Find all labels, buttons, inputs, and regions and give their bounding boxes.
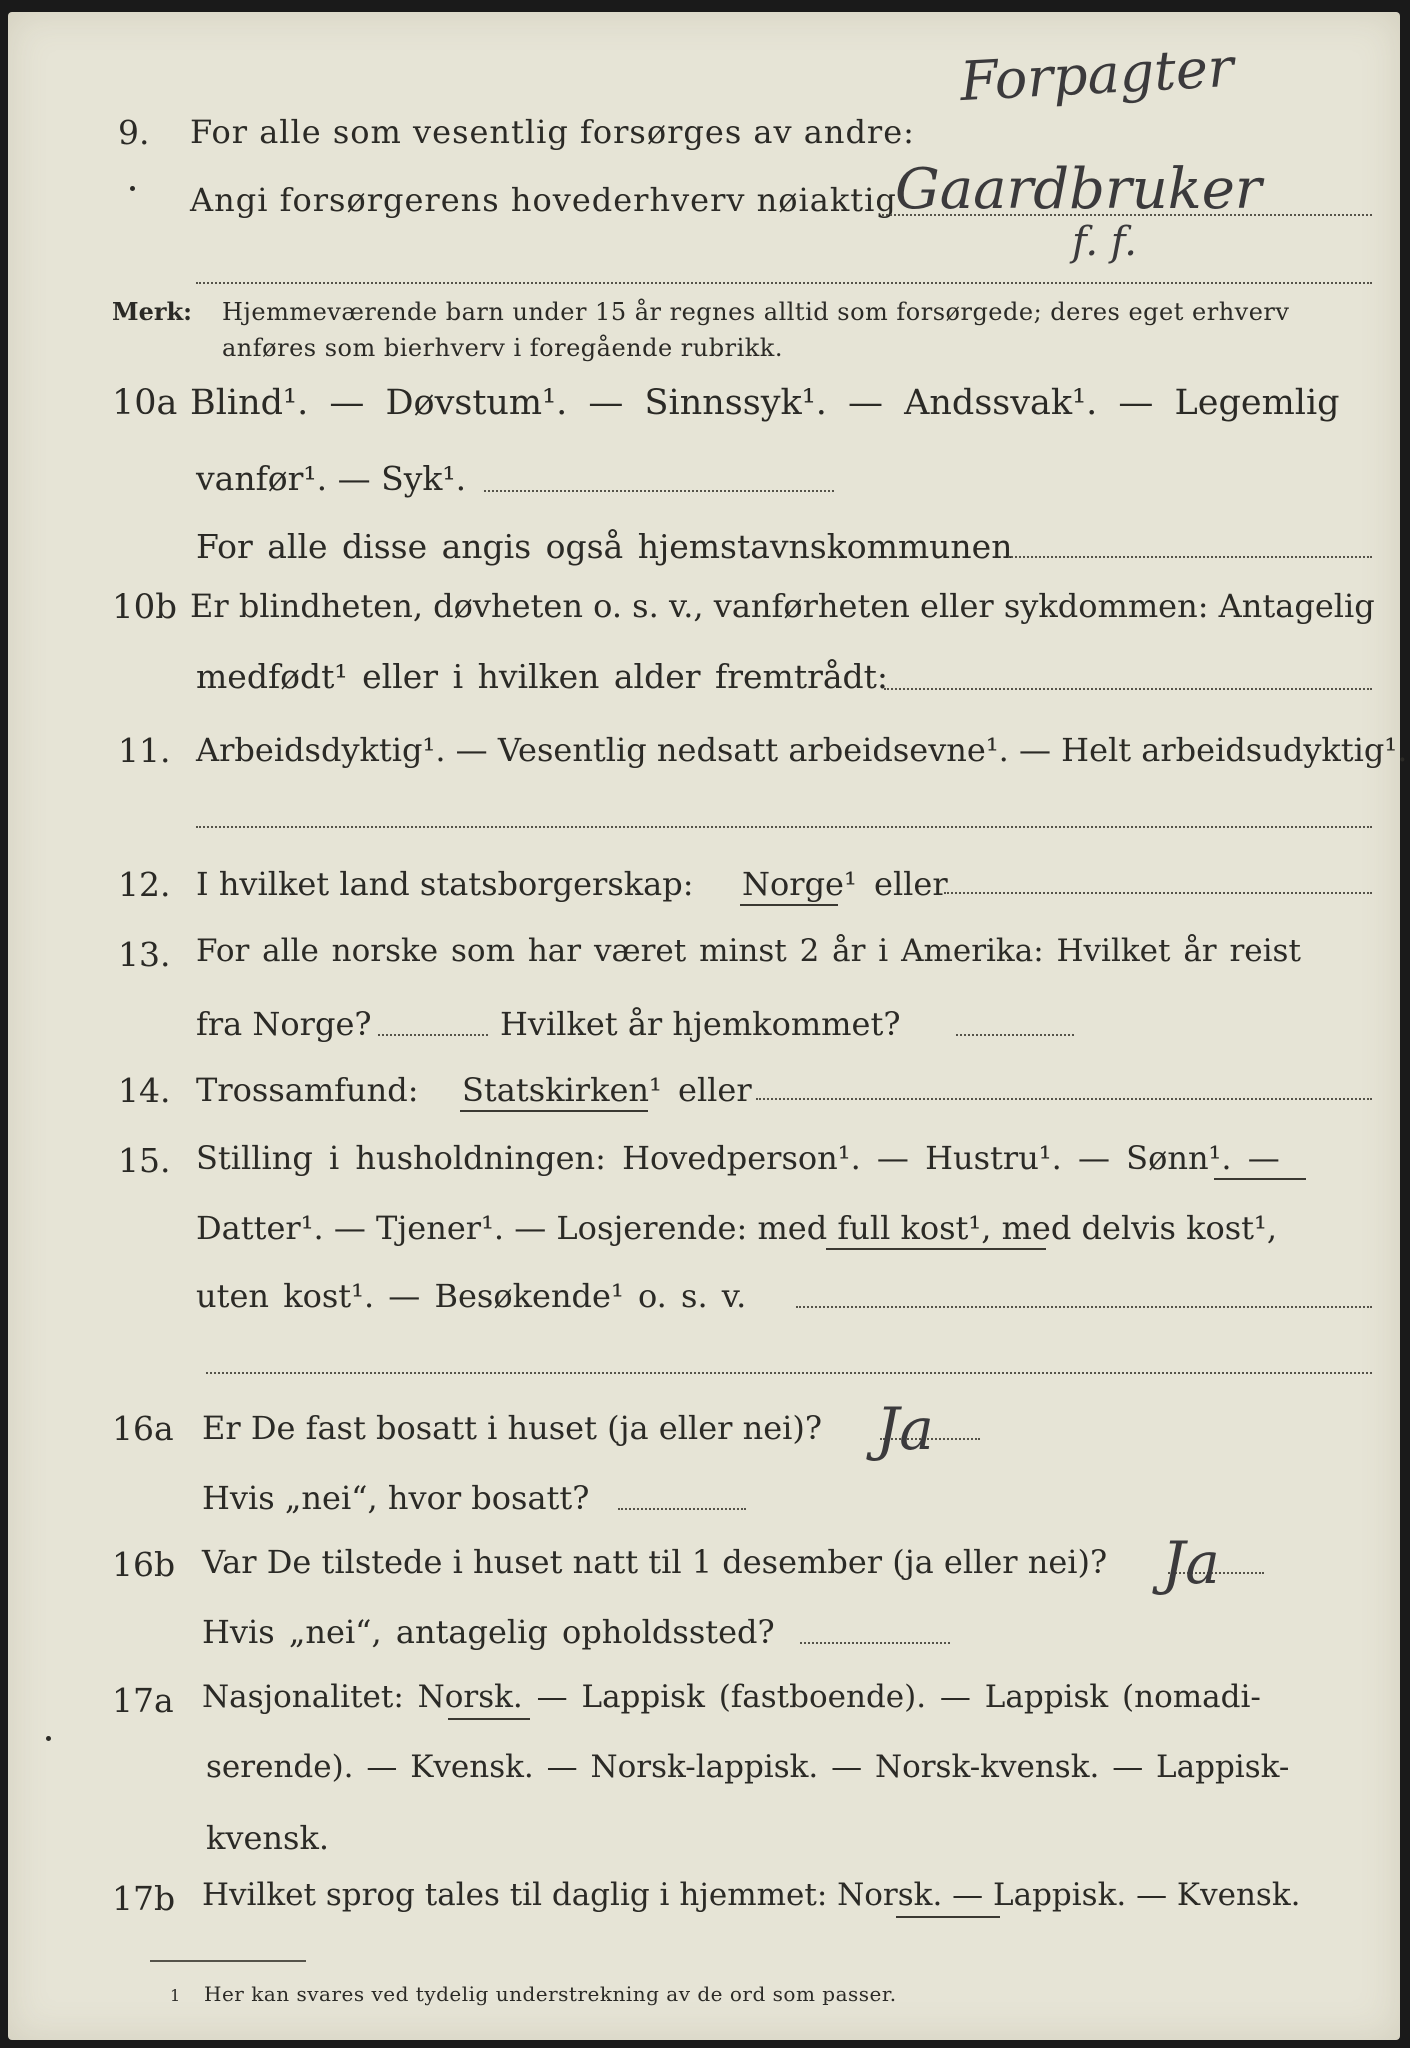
q17a-line2: serende). — Kvensk. — Norsk-lappisk. — Norsk-kvensk. — Lappisk- bbox=[206, 1749, 1290, 1785]
q15-line3: uten kost¹. — Besøkende¹ o. s. v. bbox=[196, 1277, 747, 1315]
q16a-number: 16a bbox=[112, 1409, 174, 1448]
handwritten-gaardbruker: Gaardbruker bbox=[895, 157, 1262, 222]
q17a-number: 17a bbox=[112, 1681, 174, 1720]
q10a-dotted-line-2 bbox=[1008, 556, 1372, 558]
q10a-line3: For alle disse angis også hjemstavnskommunen bbox=[196, 527, 1013, 566]
q16b-line2: Hvis „nei“, antagelig opholdssted? bbox=[202, 1613, 775, 1651]
q11-number: 11. bbox=[118, 731, 171, 770]
q16b-dotted-line-2 bbox=[800, 1642, 950, 1644]
q14-statskirken: Statskirken¹ bbox=[462, 1071, 662, 1109]
q10b-dotted-line bbox=[884, 688, 1372, 690]
q16a-line1: Er De fast bosatt i huset (ja eller nei)? bbox=[202, 1409, 823, 1447]
merk-label: Merk: bbox=[112, 297, 192, 326]
q16b-line1: Var De tilstede i huset natt til 1 desember (ja eller nei)? bbox=[202, 1543, 1108, 1581]
q9-number: 9. bbox=[118, 113, 150, 152]
footnote-mark: 1 bbox=[170, 1986, 181, 2005]
q12-number: 12. bbox=[118, 865, 171, 904]
q17b-norsk-underline bbox=[896, 1916, 1000, 1918]
q14-pre: Trossamfund: bbox=[196, 1071, 419, 1109]
q12-norge: Norge¹ bbox=[742, 865, 857, 903]
q15-dotted-line-2 bbox=[206, 1372, 1372, 1374]
q16b-number: 16b bbox=[112, 1545, 176, 1584]
q17a-line1: Nasjonalitet: Norsk. — Lappisk (fastboende). — Lappisk (nomadi- bbox=[202, 1679, 1261, 1715]
q15-line2: Datter¹. — Tjener¹. — Losjerende: med full kost¹, med delvis kost¹, bbox=[196, 1209, 1278, 1247]
q17b-number: 17b bbox=[112, 1879, 176, 1918]
q11-dotted-line bbox=[196, 826, 1372, 828]
handwritten-ja-16b: Ja bbox=[1162, 1529, 1220, 1597]
q10a-dotted-line-1 bbox=[484, 490, 834, 492]
q17b-line1: Hvilket sprog tales til daglig i hjemmet: Norsk. — Lappisk. — Kvensk. bbox=[202, 1877, 1301, 1913]
q15-number: 15. bbox=[118, 1141, 171, 1180]
q13-line2b: Hvilket år hjemkommet? bbox=[500, 1005, 901, 1043]
q12-norge-underline bbox=[740, 904, 838, 906]
merk-line1: Hjemmeværende barn under 15 år regnes alltid som forsørgede; deres eget erhverv bbox=[222, 298, 1290, 326]
ink-speck-margin bbox=[46, 1736, 51, 1741]
q9-dotted-line-2 bbox=[196, 282, 1372, 284]
q10b-number: 10b bbox=[112, 587, 178, 627]
q16a-line2: Hvis „nei“, hvor bosatt? bbox=[202, 1479, 590, 1517]
q14-post: eller bbox=[678, 1071, 752, 1109]
q12-pre: I hvilket land statsborgerskap: bbox=[196, 865, 694, 903]
q14-number: 14. bbox=[118, 1071, 171, 1110]
q17a-norsk-underline bbox=[448, 1718, 530, 1720]
q14-dotted-line bbox=[756, 1098, 1372, 1100]
q15-sonn-underline bbox=[1214, 1178, 1306, 1180]
q13-line2a: fra Norge? bbox=[196, 1005, 372, 1043]
q14-statskirken-underline bbox=[460, 1110, 648, 1112]
footnote-rule bbox=[150, 1960, 306, 1962]
q17a-line3: kvensk. bbox=[206, 1819, 329, 1857]
q16a-dotted-line-2 bbox=[618, 1508, 746, 1510]
q15-line1: Stilling i husholdningen: Hovedperson¹. — Hustru¹. — Sønn¹. — bbox=[196, 1139, 1280, 1177]
merk-line2: anføres som bierhverv i foregående rubrikk. bbox=[222, 334, 783, 362]
q15-full-kost-underline bbox=[826, 1248, 1046, 1250]
q12-post: eller bbox=[874, 865, 948, 903]
q12-dotted-line bbox=[944, 892, 1372, 894]
q13-dotted-line-1 bbox=[378, 1034, 488, 1036]
q11-line1: Arbeidsdyktig¹. — Vesentlig nedsatt arbeidsevne¹. — Helt arbeidsudyktig¹. bbox=[196, 731, 1408, 769]
handwritten-ja-16a: Ja bbox=[876, 1395, 934, 1463]
handwritten-ff: f. f. bbox=[1072, 219, 1137, 265]
footnote-text: Her kan svares ved tydelig understrekning av de ord som passer. bbox=[204, 1982, 897, 2006]
q10a-line2: vanfør¹. — Syk¹. bbox=[196, 459, 467, 498]
ink-speck bbox=[130, 186, 135, 191]
q10a-line1: Blind¹. — Døvstum¹. — Sinnssyk¹. — Andssvak¹. — Legemlig bbox=[190, 383, 1340, 423]
q13-dotted-line-2 bbox=[956, 1034, 1074, 1036]
handwritten-forpagter: Forpagter bbox=[958, 35, 1236, 114]
q10b-line1: Er blindheten, døvheten o. s. v., vanførheten eller sykdommen: Antagelig bbox=[190, 587, 1375, 625]
q15-dotted-line-1 bbox=[796, 1306, 1372, 1308]
q9-line2: Angi forsørgerens hovederhverv nøiaktig bbox=[190, 181, 897, 219]
q9-line1: For alle som vesentlig forsørges av andre: bbox=[190, 113, 915, 151]
q13-number: 13. bbox=[118, 935, 171, 974]
q13-line1: For alle norske som har været minst 2 år i Amerika: Hvilket år reist bbox=[196, 933, 1301, 969]
q10a-number: 10a bbox=[112, 383, 178, 423]
q10b-line2: medfødt¹ eller i hvilken alder fremtrådt: bbox=[196, 657, 889, 696]
